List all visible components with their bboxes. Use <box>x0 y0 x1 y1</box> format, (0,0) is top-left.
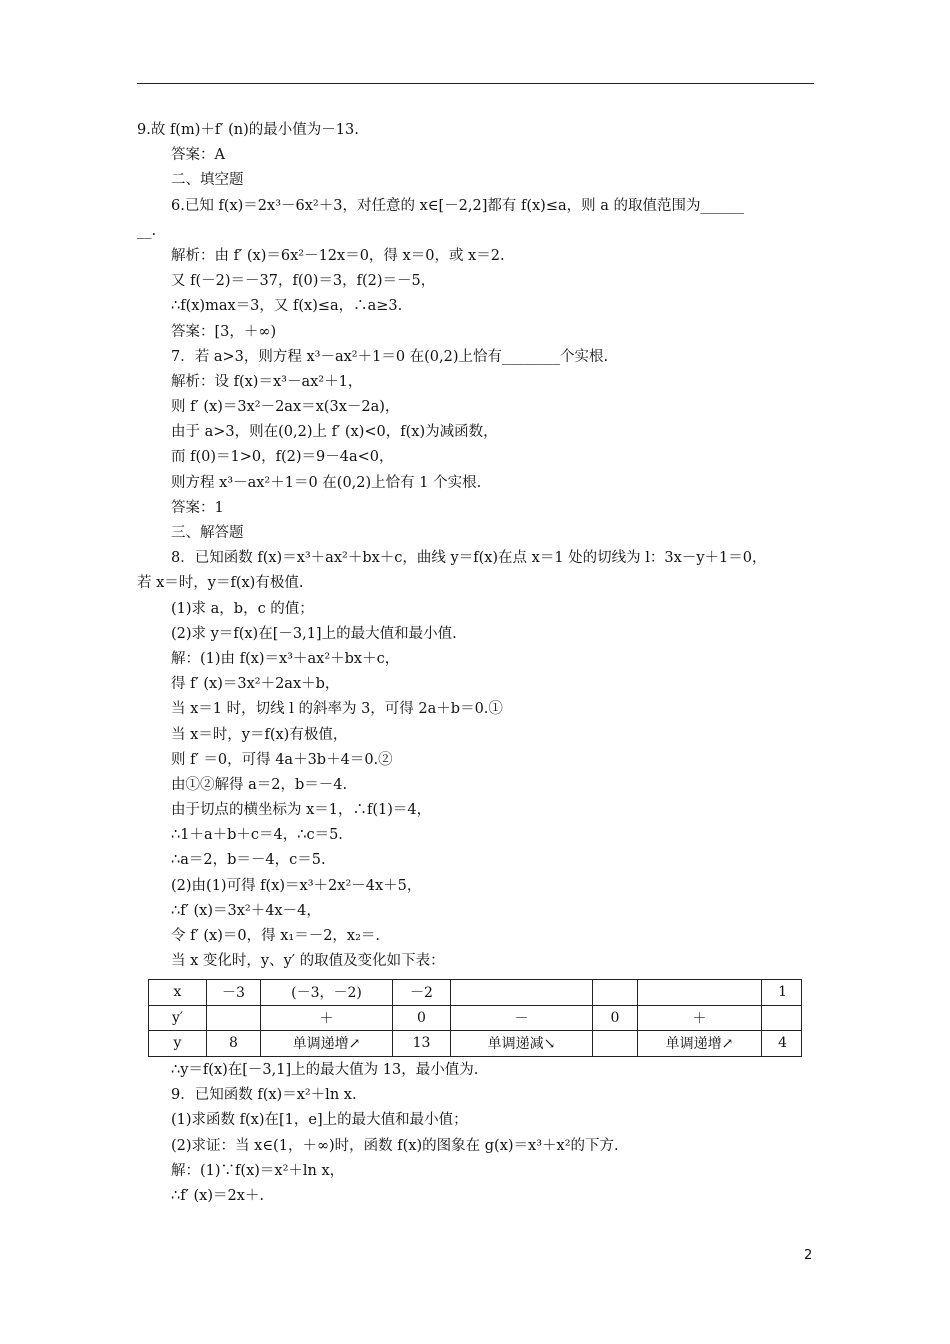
text-line: 当 x＝时，y＝f(x)有极值， <box>171 726 348 743</box>
text-block-top <box>137 118 817 974</box>
text-line: 解：(1)∵f(x)＝x²＋ln x， <box>171 1162 345 1179</box>
text-line: 由①②解得 a＝2，b＝－4. <box>171 776 348 793</box>
text-line: 答案：A <box>171 147 225 164</box>
header-rule <box>137 83 814 84</box>
text-line: ∴a＝2，b＝－4，c＝5. <box>171 852 326 869</box>
text-line: (2)求证：当 x∈(1，＋∞)时，函数 f(x)的图象在 g(x)＝x³＋x²的下方. <box>171 1137 619 1154</box>
page-number: 2 <box>804 1248 813 1263</box>
table-cell: 单调递增↗ <box>261 1031 393 1057</box>
table-cell: y′ <box>149 1005 207 1031</box>
table-cell <box>762 1005 802 1031</box>
table-cell <box>593 980 638 1006</box>
text-line: __. <box>137 222 157 239</box>
text-line: 解析：由 f′ (x)＝6x²－12x＝0，得 x＝0，或 x＝2. <box>171 247 505 264</box>
text-line: 答案：1 <box>171 499 224 516</box>
text-line: 三、解答题 <box>171 525 244 541</box>
text-line: 9．已知函数 f(x)＝x²＋ln x. <box>171 1087 357 1104</box>
table-cell: 13 <box>393 1031 451 1057</box>
table-cell: 0 <box>593 1005 638 1031</box>
text-line: 又 f(－2)＝－37，f(0)＝3，f(2)＝－5， <box>171 273 436 290</box>
text-line: 得 f′ (x)＝3x²＋2ax＋b， <box>171 676 340 693</box>
text-line: 8．已知函数 f(x)＝x³＋ax²＋bx＋c，曲线 y＝f(x)在点 x＝1 处的切线为 l：3x－y＋1＝0， <box>171 550 767 567</box>
table-cell: 单调递增↗ <box>638 1031 762 1057</box>
table-cell: 0 <box>393 1005 451 1031</box>
text-line: (2)由(1)可得 f(x)＝x³＋2x²－4x＋5， <box>171 877 422 894</box>
table-cell: y <box>149 1031 207 1057</box>
text-line: 则方程 x³－ax²＋1＝0 在(0,2)上恰有 1 个实根. <box>171 474 482 491</box>
table-cell: 4 <box>762 1031 802 1057</box>
text-line: (2)求 y＝f(x)在[－3,1]上的最大值和最小值. <box>171 625 457 642</box>
text-line: 若 x＝时，y＝f(x)有极值. <box>137 575 304 592</box>
text-line: 则 f′ (x)＝3x²－2ax＝x(3x－2a)， <box>171 399 400 416</box>
table-cell <box>451 980 593 1006</box>
text-line: 9.故 f(m)＋f′ (n)的最小值为－13. <box>137 122 359 138</box>
text-line: 当 x＝1 时，切线 l 的斜率为 3，可得 2a＋b＝0.① <box>171 701 503 718</box>
table-cell: 8 <box>207 1031 261 1057</box>
text-line: ∴1＋a＋b＋c＝4，∴c＝5. <box>171 827 343 844</box>
table-cell: ＋ <box>261 1005 393 1031</box>
text-line: 当 x 变化时，y、y′ 的取值及变化如下表： <box>171 953 445 970</box>
text-line: 解：(1)由 f(x)＝x³＋ax²＋bx＋c， <box>171 650 400 667</box>
text-line: (1)求 a，b，c 的值； <box>171 600 314 617</box>
table-cell: 1 <box>762 980 802 1006</box>
text-line: (1)求函数 f(x)在[1，e]上的最大值和最小值； <box>171 1112 468 1129</box>
text-line: ∴y＝f(x)在[－3,1]上的最大值为 13，最小值为. <box>171 1062 479 1078</box>
table-cell <box>638 980 762 1006</box>
text-line: 由于 a>3，则在(0,2)上 f′ (x)<0，f(x)为减函数， <box>171 424 498 441</box>
text-block-bottom <box>137 1058 817 1209</box>
table-cell <box>593 1031 638 1057</box>
text-line: 二、填空题 <box>171 172 244 189</box>
text-line: 7．若 a>3，则方程 x³－ax²＋1＝0 在(0,2)上恰有________个实根. <box>171 348 609 365</box>
text-line: 则 f′ ＝0，可得 4a＋3b＋4＝0.② <box>171 751 393 768</box>
table-cell: x <box>149 980 207 1006</box>
table-cell: (－3，－2) <box>261 980 393 1006</box>
table-cell: 单调递减↘ <box>451 1031 593 1057</box>
text-line: ∴f′ (x)＝2x＋. <box>171 1187 264 1204</box>
text-line: 解析：设 f(x)＝x³－ax²＋1， <box>171 373 363 390</box>
table-cell: － <box>451 1005 593 1031</box>
table-row <box>149 1031 802 1057</box>
table-cell: －3 <box>207 980 261 1006</box>
variation-table <box>148 979 802 1057</box>
text-line: 而 f(0)＝1>0，f(2)＝9－4a<0， <box>171 449 394 466</box>
text-line: 6.已知 f(x)＝2x³－6x²＋3，对任意的 x∈[－2,2]都有 f(x)≤a，则 a 的取值范围为______ <box>171 197 744 214</box>
table-cell: －2 <box>393 980 451 1006</box>
text-line: 由于切点的横坐标为 x＝1，∴f(1)＝4， <box>171 802 432 819</box>
text-line: ∴f′ (x)＝3x²＋4x－4， <box>171 902 321 919</box>
text-line: 令 f′ (x)＝0，得 x₁＝－2，x₂＝. <box>171 928 381 944</box>
text-line: 答案：[3，＋∞) <box>171 323 277 340</box>
table-row <box>149 980 802 1006</box>
table-cell: ＋ <box>638 1005 762 1031</box>
text-line: ∴f(x)max＝3，又 f(x)≤a，∴a≥3. <box>171 298 403 315</box>
table-row <box>149 1005 802 1031</box>
table-cell <box>207 1005 261 1031</box>
